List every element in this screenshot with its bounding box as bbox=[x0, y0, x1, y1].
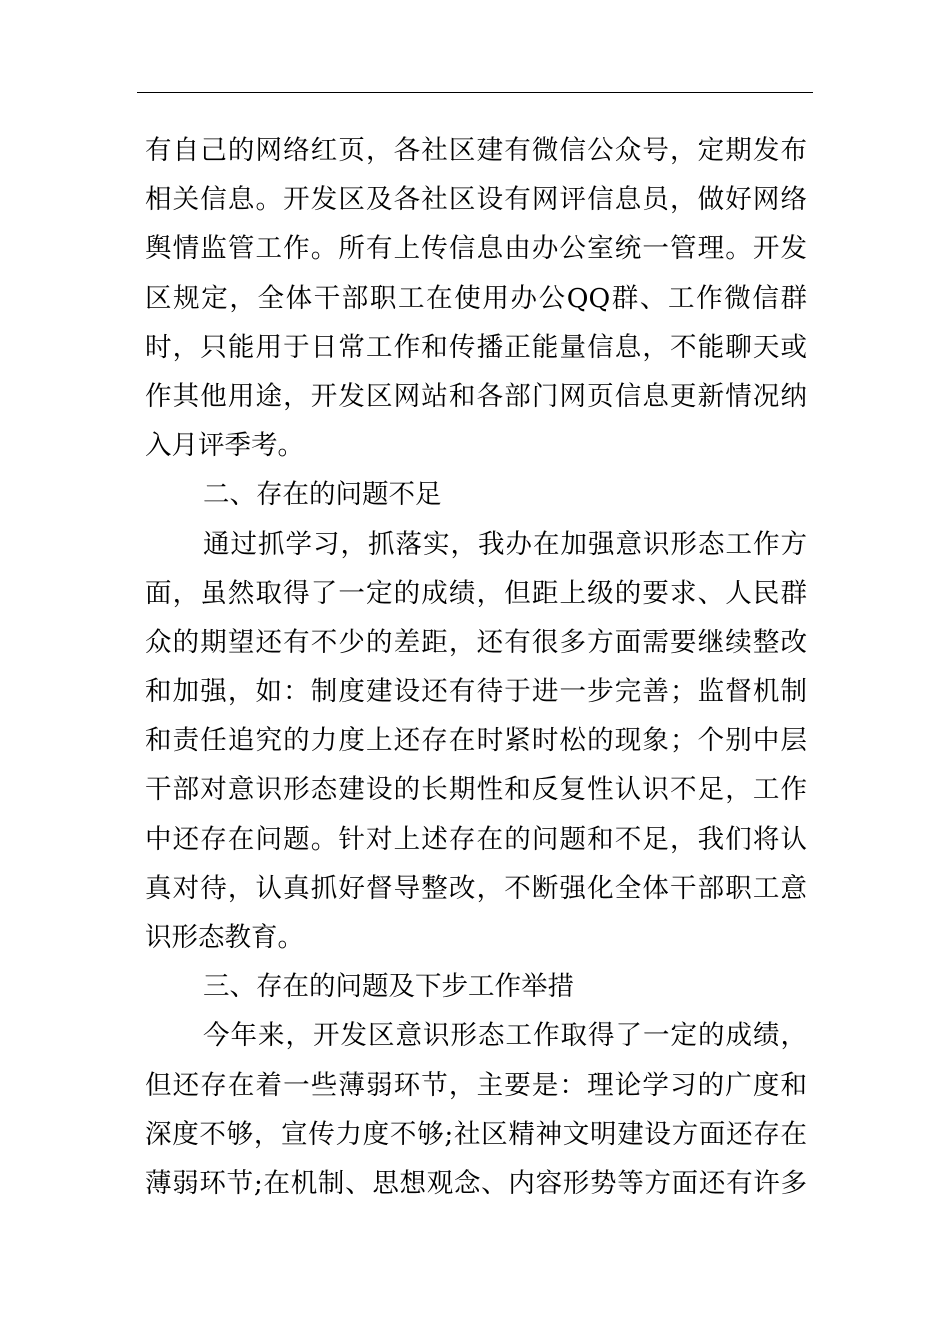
paragraph-line: 和加强，如：制度建设还有待于进一步完善；监督机制 bbox=[145, 676, 807, 708]
paragraph-line: 众的期望还有不少的差距，还有很多方面需要继续整改 bbox=[145, 626, 807, 658]
paragraph-line: 通过抓学习，抓落实，我办在加强意识形态工作方 bbox=[203, 528, 807, 560]
paragraph-line: 相关信息。开发区及各社区设有网评信息员，做好网络 bbox=[145, 184, 807, 216]
paragraph-line: 有自己的网络红页，各社区建有微信公众号，定期发布 bbox=[145, 135, 807, 166]
paragraph-line: 但还存在着一些薄弱环节，主要是：理论学习的广度和 bbox=[145, 1069, 807, 1101]
paragraph-line: 和责任追究的力度上还存在时紧时松的现象；个别中层 bbox=[145, 725, 807, 757]
paragraph-line: 识形态教育。 bbox=[145, 922, 304, 953]
paragraph-line: 面，虽然取得了一定的成绩，但距上级的要求、人民群 bbox=[145, 577, 807, 609]
body-text bbox=[145, 126, 807, 1208]
section-heading-3: 三、存在的问题及下步工作举措 bbox=[203, 971, 574, 1003]
paragraph-line: 深度不够，宣传力度不够;社区精神文明建设方面还存在 bbox=[145, 1118, 807, 1150]
paragraph-line: 区规定，全体干部职工在使用办公QQ群、工作微信群 bbox=[145, 282, 807, 314]
paragraph-line: 时，只能用于日常工作和传播正能量信息，不能聊天或 bbox=[145, 331, 807, 363]
header-rule bbox=[137, 92, 813, 93]
paragraph-line: 今年来，开发区意识形态工作取得了一定的成绩， bbox=[203, 1020, 807, 1052]
paragraph-line: 真对待，认真抓好督导整改，不断强化全体干部职工意 bbox=[145, 872, 807, 904]
paragraph-line: 入月评季考。 bbox=[145, 430, 304, 462]
paragraph-line: 薄弱环节;在机制、思想观念、内容形势等方面还有许多 bbox=[145, 1167, 807, 1199]
paragraph-line: 作其他用途，开发区网站和各部门网页信息更新情况纳 bbox=[145, 380, 807, 412]
paragraph-line: 中还存在问题。针对上述存在的问题和不足，我们将认 bbox=[145, 823, 807, 855]
section-heading-2: 二、存在的问题不足 bbox=[203, 479, 442, 511]
paragraph-line: 干部对意识形态建设的长期性和反复性认识不足，工作 bbox=[145, 774, 807, 806]
paragraph-line: 舆情监管工作。所有上传信息由办公室统一管理。开发 bbox=[145, 233, 807, 265]
